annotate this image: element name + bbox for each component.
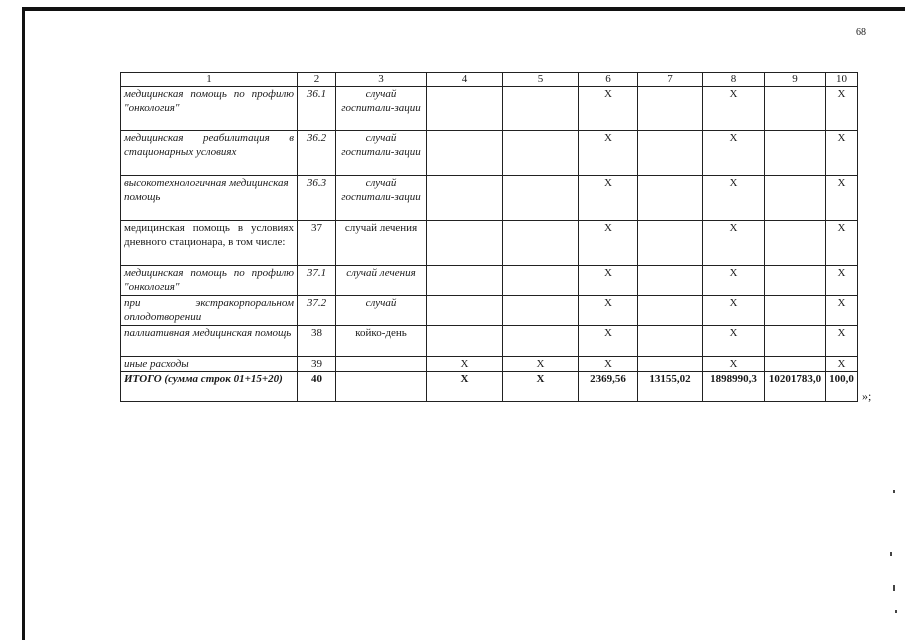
cell-col10: X bbox=[826, 326, 858, 357]
row-code: 36.3 bbox=[298, 176, 336, 221]
cell-col7 bbox=[638, 266, 703, 296]
total-col4: X bbox=[427, 372, 503, 402]
cell-col8: X bbox=[703, 266, 765, 296]
cell-col5 bbox=[503, 296, 579, 326]
total-col7: 13155,02 bbox=[638, 372, 703, 402]
closing-quote-mark: »; bbox=[862, 389, 872, 403]
cell-col6: X bbox=[579, 357, 638, 372]
scan-border-left bbox=[22, 7, 25, 640]
cell-col7 bbox=[638, 296, 703, 326]
cell-col9 bbox=[765, 357, 826, 372]
total-code: 40 bbox=[298, 372, 336, 402]
cell-col6: X bbox=[579, 221, 638, 266]
header-cell: 10 bbox=[826, 73, 858, 87]
header-cell: 1 bbox=[121, 73, 298, 87]
cell-col10: X bbox=[826, 221, 858, 266]
row-code: 37 bbox=[298, 221, 336, 266]
cell-col4 bbox=[427, 87, 503, 131]
total-col6: 2369,56 bbox=[579, 372, 638, 402]
row-code: 36.2 bbox=[298, 131, 336, 176]
cell-col8: X bbox=[703, 357, 765, 372]
total-name: ИТОГО (сумма строк 01+15+20) bbox=[121, 372, 298, 402]
cell-col5 bbox=[503, 326, 579, 357]
row-name: иные расходы bbox=[121, 357, 298, 372]
cell-col4: X bbox=[427, 357, 503, 372]
cell-col9 bbox=[765, 296, 826, 326]
row-unit bbox=[336, 357, 427, 372]
table-row bbox=[121, 357, 858, 372]
cell-col9 bbox=[765, 131, 826, 176]
cell-col10: X bbox=[826, 131, 858, 176]
cell-col8: X bbox=[703, 221, 765, 266]
row-name: медицинская помощь по профилю "онкология" bbox=[121, 87, 298, 131]
cell-col5 bbox=[503, 87, 579, 131]
total-row bbox=[121, 372, 858, 402]
header-cell: 6 bbox=[579, 73, 638, 87]
total-unit bbox=[336, 372, 427, 402]
cell-col9 bbox=[765, 87, 826, 131]
row-code: 37.1 bbox=[298, 266, 336, 296]
cell-col5 bbox=[503, 131, 579, 176]
scan-speck bbox=[893, 585, 895, 591]
cell-col6: X bbox=[579, 266, 638, 296]
cell-col4 bbox=[427, 131, 503, 176]
total-col5: X bbox=[503, 372, 579, 402]
row-name: паллиативная медицинская помощь bbox=[121, 326, 298, 357]
cell-col8: X bbox=[703, 131, 765, 176]
row-unit: случай bbox=[336, 296, 427, 326]
cell-col7 bbox=[638, 131, 703, 176]
row-unit: случай госпитали-зации bbox=[336, 87, 427, 131]
table-row bbox=[121, 326, 858, 357]
table-row bbox=[121, 176, 858, 221]
cell-col10: X bbox=[826, 266, 858, 296]
cell-col8: X bbox=[703, 87, 765, 131]
page-number: 68 bbox=[856, 27, 866, 38]
header-cell: 5 bbox=[503, 73, 579, 87]
cell-col10: X bbox=[826, 176, 858, 221]
table-row bbox=[121, 266, 858, 296]
cell-col4 bbox=[427, 326, 503, 357]
cell-col4 bbox=[427, 176, 503, 221]
row-unit: случай госпитали-зации bbox=[336, 131, 427, 176]
cell-col4 bbox=[427, 296, 503, 326]
header-row bbox=[121, 73, 858, 87]
cell-col7 bbox=[638, 326, 703, 357]
table-row bbox=[121, 131, 858, 176]
row-unit: случай госпитали-зации bbox=[336, 176, 427, 221]
header-cell: 2 bbox=[298, 73, 336, 87]
row-code: 37.2 bbox=[298, 296, 336, 326]
cell-col6: X bbox=[579, 296, 638, 326]
table-row bbox=[121, 221, 858, 266]
cell-col8: X bbox=[703, 176, 765, 221]
table-row bbox=[121, 296, 858, 326]
scan-speck bbox=[895, 610, 897, 613]
cell-col6: X bbox=[579, 131, 638, 176]
row-name: высокотехнологичная медицинская помощь bbox=[121, 176, 298, 221]
row-unit: случай лечения bbox=[336, 221, 427, 266]
total-col8: 1898990,3 bbox=[703, 372, 765, 402]
scan-border-top bbox=[22, 7, 905, 11]
cell-col6: X bbox=[579, 326, 638, 357]
cell-col6: X bbox=[579, 87, 638, 131]
row-code: 36.1 bbox=[298, 87, 336, 131]
header-cell: 4 bbox=[427, 73, 503, 87]
scan-speck bbox=[890, 552, 892, 556]
cell-col10: X bbox=[826, 87, 858, 131]
cell-col4 bbox=[427, 266, 503, 296]
scan-speck bbox=[893, 490, 895, 493]
cell-col7 bbox=[638, 176, 703, 221]
cell-col7 bbox=[638, 357, 703, 372]
cell-col7 bbox=[638, 87, 703, 131]
row-name: медицинская помощь по профилю "онкология" bbox=[121, 266, 298, 296]
cell-col5: X bbox=[503, 357, 579, 372]
table-row bbox=[121, 87, 858, 131]
header-cell: 3 bbox=[336, 73, 427, 87]
cell-col10: X bbox=[826, 296, 858, 326]
header-cell: 7 bbox=[638, 73, 703, 87]
cell-col9 bbox=[765, 221, 826, 266]
row-name: медицинская реабилитация в стационарных условиях bbox=[121, 131, 298, 176]
cell-col7 bbox=[638, 221, 703, 266]
row-name: при экстракорпоральном оплодотворении bbox=[121, 296, 298, 326]
cell-col8: X bbox=[703, 326, 765, 357]
row-code: 38 bbox=[298, 326, 336, 357]
cell-col6: X bbox=[579, 176, 638, 221]
cell-col9 bbox=[765, 326, 826, 357]
row-name: медицинская помощь в условиях дневного стационара, в том числе: bbox=[121, 221, 298, 266]
row-unit: случай лечения bbox=[336, 266, 427, 296]
header-cell: 9 bbox=[765, 73, 826, 87]
cell-col9 bbox=[765, 266, 826, 296]
cell-col5 bbox=[503, 176, 579, 221]
cell-col5 bbox=[503, 266, 579, 296]
cell-col9 bbox=[765, 176, 826, 221]
total-col10: 100,0 bbox=[826, 372, 858, 402]
cell-col5 bbox=[503, 221, 579, 266]
tariff-table bbox=[120, 72, 858, 402]
total-col9: 10201783,0 bbox=[765, 372, 826, 402]
cell-col10: X bbox=[826, 357, 858, 372]
row-unit: койко-день bbox=[336, 326, 427, 357]
row-code: 39 bbox=[298, 357, 336, 372]
header-cell: 8 bbox=[703, 73, 765, 87]
cell-col8: X bbox=[703, 296, 765, 326]
cell-col4 bbox=[427, 221, 503, 266]
